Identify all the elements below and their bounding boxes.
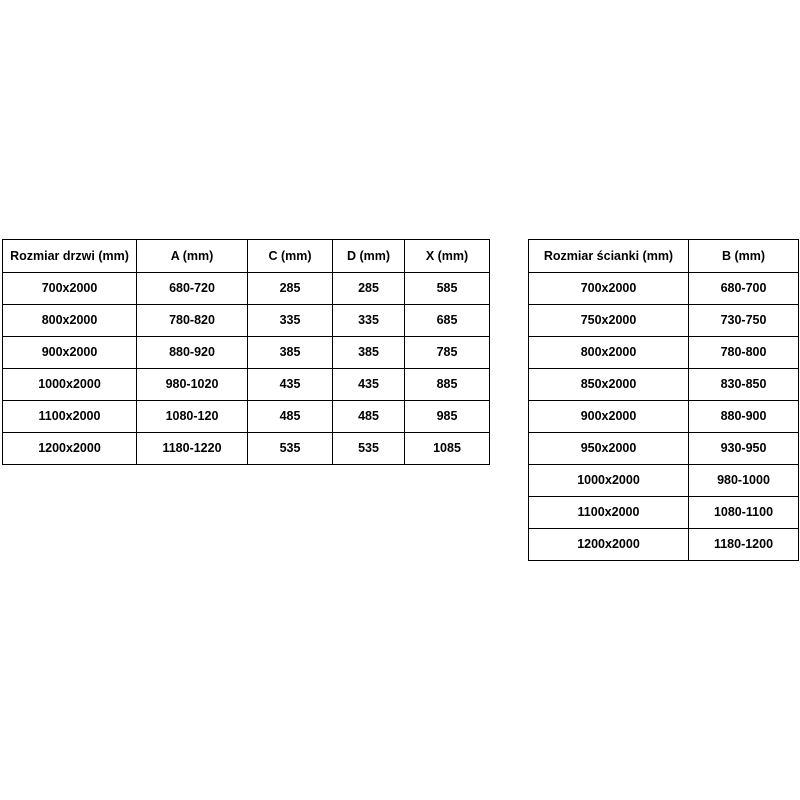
table-row xyxy=(3,433,490,465)
table-row xyxy=(529,337,799,369)
cell-d: 285 xyxy=(333,273,405,305)
cell-b: 930-950 xyxy=(689,433,799,465)
cell-a: 980-1020 xyxy=(137,369,248,401)
table-row xyxy=(3,305,490,337)
cell-d: 385 xyxy=(333,337,405,369)
cell-b: 780-800 xyxy=(689,337,799,369)
cell-b: 730-750 xyxy=(689,305,799,337)
cell-b: 980-1000 xyxy=(689,465,799,497)
wall-size-table xyxy=(528,239,799,561)
column-header-d: D (mm) xyxy=(333,240,405,273)
cell-d: 335 xyxy=(333,305,405,337)
cell-wall-size: 750x2000 xyxy=(529,305,689,337)
cell-c: 435 xyxy=(248,369,333,401)
cell-a: 780-820 xyxy=(137,305,248,337)
table-row xyxy=(529,465,799,497)
cell-d: 535 xyxy=(333,433,405,465)
cell-c: 385 xyxy=(248,337,333,369)
cell-c: 485 xyxy=(248,401,333,433)
column-header-a: A (mm) xyxy=(137,240,248,273)
cell-x: 685 xyxy=(405,305,490,337)
cell-x: 1085 xyxy=(405,433,490,465)
cell-door-size: 1200x2000 xyxy=(3,433,137,465)
cell-wall-size: 850x2000 xyxy=(529,369,689,401)
cell-a: 680-720 xyxy=(137,273,248,305)
cell-door-size: 1000x2000 xyxy=(3,369,137,401)
table-row xyxy=(3,337,490,369)
cell-door-size: 700x2000 xyxy=(3,273,137,305)
table-row xyxy=(529,401,799,433)
cell-d: 435 xyxy=(333,369,405,401)
cell-d: 485 xyxy=(333,401,405,433)
table-header-row xyxy=(3,240,490,273)
cell-wall-size: 800x2000 xyxy=(529,337,689,369)
column-header-c: C (mm) xyxy=(248,240,333,273)
cell-wall-size: 1100x2000 xyxy=(529,497,689,529)
column-header-x: X (mm) xyxy=(405,240,490,273)
table-row xyxy=(3,401,490,433)
cell-wall-size: 1000x2000 xyxy=(529,465,689,497)
cell-c: 535 xyxy=(248,433,333,465)
cell-x: 785 xyxy=(405,337,490,369)
cell-door-size: 800x2000 xyxy=(3,305,137,337)
cell-wall-size: 950x2000 xyxy=(529,433,689,465)
cell-b: 1180-1200 xyxy=(689,529,799,561)
cell-door-size: 900x2000 xyxy=(3,337,137,369)
cell-c: 335 xyxy=(248,305,333,337)
cell-a: 1180-1220 xyxy=(137,433,248,465)
cell-b: 880-900 xyxy=(689,401,799,433)
table-header-row xyxy=(529,240,799,273)
cell-wall-size: 1200x2000 xyxy=(529,529,689,561)
cell-x: 585 xyxy=(405,273,490,305)
cell-c: 285 xyxy=(248,273,333,305)
cell-door-size: 1100x2000 xyxy=(3,401,137,433)
column-header-door-size: Rozmiar drzwi (mm) xyxy=(3,240,137,273)
table-row xyxy=(3,273,490,305)
table-row xyxy=(529,497,799,529)
column-header-wall-size: Rozmiar ścianki (mm) xyxy=(529,240,689,273)
cell-b: 1080-1100 xyxy=(689,497,799,529)
cell-a: 880-920 xyxy=(137,337,248,369)
cell-x: 885 xyxy=(405,369,490,401)
cell-wall-size: 900x2000 xyxy=(529,401,689,433)
table-row xyxy=(529,433,799,465)
table-row xyxy=(529,273,799,305)
table-row xyxy=(3,369,490,401)
table-row xyxy=(529,305,799,337)
cell-wall-size: 700x2000 xyxy=(529,273,689,305)
cell-x: 985 xyxy=(405,401,490,433)
column-header-b: B (mm) xyxy=(689,240,799,273)
cell-b: 830-850 xyxy=(689,369,799,401)
doors-size-table xyxy=(2,239,490,465)
table-row xyxy=(529,369,799,401)
cell-b: 680-700 xyxy=(689,273,799,305)
table-row xyxy=(529,529,799,561)
cell-a: 1080-120 xyxy=(137,401,248,433)
